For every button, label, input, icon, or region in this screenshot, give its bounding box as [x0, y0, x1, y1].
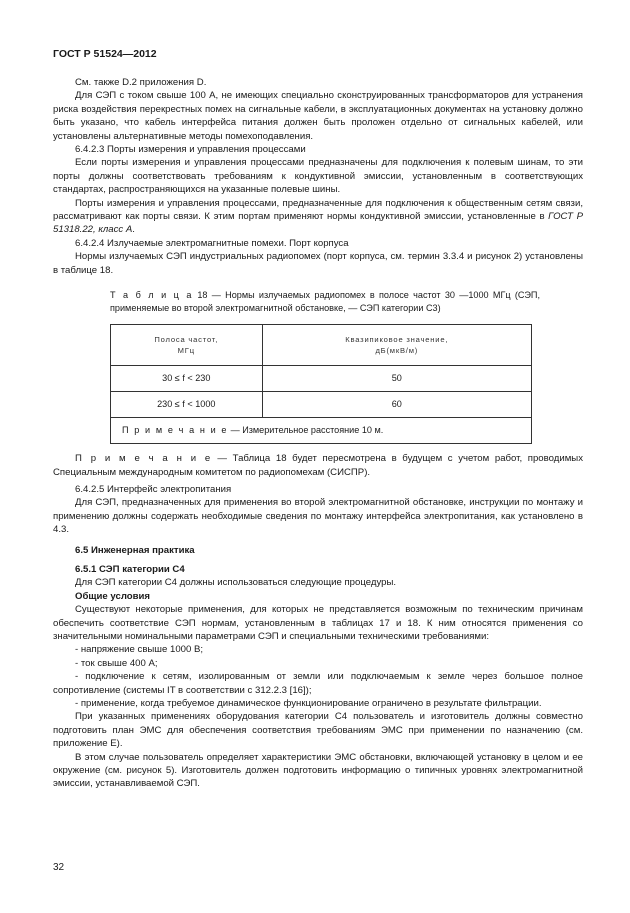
bold-heading: Общие условия [75, 590, 151, 602]
note-word: П р и м е ч а н и е [75, 453, 212, 465]
table-caption [110, 289, 540, 315]
column-header-frequency: Полоса частот, МГц [111, 325, 263, 366]
table-row [111, 392, 532, 418]
paragraph: Для СЭП, предназначенных для применения во второй электромагнитной обстановке, инструкции по монтажу и применению должны содержать необходимые сведения по монтажу интерфейса электропитания, как установлено в 4.3. [53, 497, 583, 536]
paragraph: Для СЭП с током свыше 100 А, не имеющих специально сконструированных трансформаторов для устранения риска воздействия перекрестных помех на сигнальные кабели, в эксплуатационных документах на установку должно быть указано, что кабель интерфейса питания должен быть проложен отдельно от сигнальных кабелей, или установлены альтернативные методы помехоподавления. [53, 90, 583, 142]
table-caption-text: 18 — Нормы излучаемых радиопомех в полосе частот 30 —1000 МГц (СЭП, применяемые во второй электромагнитной обстановке, — СЭП категории С3) [110, 290, 540, 314]
paragraph: См. также D.2 приложения D. [75, 77, 207, 88]
list-item: - подключение к сетям, изолированным от земли или подключаемым к земле через большое полное сопротивление (системы IT в соответствии с 312.2.3 [16]); [53, 671, 583, 696]
subsection-heading: 6.4.2.3 Порты измерения и управления процессами [75, 144, 306, 156]
document-header: ГОСТ Р 51524—2012 [53, 48, 157, 60]
standard-reference: ГОСТ Р 51318.22, класс А [53, 211, 583, 236]
paragraph: При указанных применениях оборудования категории С4 пользователь и изготовитель должны совместно подготовить план ЭМС для обеспечения соответствия требованиям ЭМС при применении по назначению (см. приложение Е). [53, 711, 583, 750]
paragraph-text: Порты измерения и управления процессами, предназначенные для подключения к общественным сетям связи, рассматривают как порты связи. К этим портам применяют нормы кондуктивной эмиссии, установленные в [53, 197, 583, 223]
paragraph: Если порты измерения и управления процессами предназначены для подключения к полевым шинам, то эти порты должны соответствовать требованиям к кондуктивной эмиссии, установленным в соответствующих стандартах, распространяющихся на указанные полевые шины. [53, 157, 583, 196]
note-text: — Таблица 18 будет пересмотрена в будущем с учетом работ, проводимых Специальным международным комитетом по радиопомехам (СИСПР). [53, 453, 583, 478]
list-item: - ток свыше 400 А; [75, 657, 158, 669]
subsection-heading: 6.4.2.4 Излучаемые электромагнитные помехи. Порт корпуса [75, 237, 349, 249]
frequency-band-cell: 230 ≤ f < 1000 [111, 392, 263, 418]
limit-value-cell: 60 [262, 392, 531, 418]
emission-limits-table [110, 324, 532, 444]
table-note-row [111, 418, 532, 444]
column-header-quasi-peak: Квазипиковое значение, дБ(мкВ/м) [262, 325, 531, 366]
paragraph: Для СЭП категории С4 должны использоваться следующие процедуры. [75, 577, 397, 589]
table-row [111, 366, 532, 392]
page-number: 32 [53, 862, 65, 873]
limit-value-cell: 50 [262, 366, 531, 392]
page-body [53, 76, 583, 791]
list-item: - применение, когда требуемое динамическое функционирование ограничено в результате фильтрации. [75, 698, 542, 709]
paragraph: Нормы излучаемых СЭП индустриальных радиопомех (порт корпуса, см. термин 3.3.4 и рисунок 2) установлены в таблице 18. [53, 251, 583, 276]
table-caption-word: Т а б л и ц а [110, 290, 194, 301]
table-header-row [111, 325, 532, 366]
paragraph: Существуют некоторые применения, для которых не представляется возможным по техническим причинам обеспечить соответствие СЭП нормам, установленным в таблицах 17 и 18. К ним относятся применения со значительными номинальными параметрами СЭП и специальными техническими требованиями: [53, 604, 583, 642]
paragraph: В этом случае пользователь определяет характеристики ЭМС обстановки, включающей установку в целом и ее окружение (см. рисунок 5). Изготовитель должен подготовить информацию о типичных уровнях электромагнитной эмиссии, устанавливаемой СЭП. [53, 751, 583, 790]
frequency-band-cell: 30 ≤ f < 230 [111, 366, 263, 392]
paragraph [53, 197, 583, 237]
section-heading: 6.5 Инженерная практика [75, 544, 195, 556]
table-note-cell: П р и м е ч а н и е — Измерительное расстояние 10 м. [111, 418, 532, 444]
note-paragraph [53, 452, 583, 479]
list-item: - напряжение свыше 1000 В; [75, 644, 204, 656]
subsection-heading: 6.5.1 СЭП категории С4 [75, 563, 185, 575]
paragraph-text: . [132, 224, 135, 236]
subsection-heading: 6.4.2.5 Интерфейс электропитания [75, 483, 232, 495]
